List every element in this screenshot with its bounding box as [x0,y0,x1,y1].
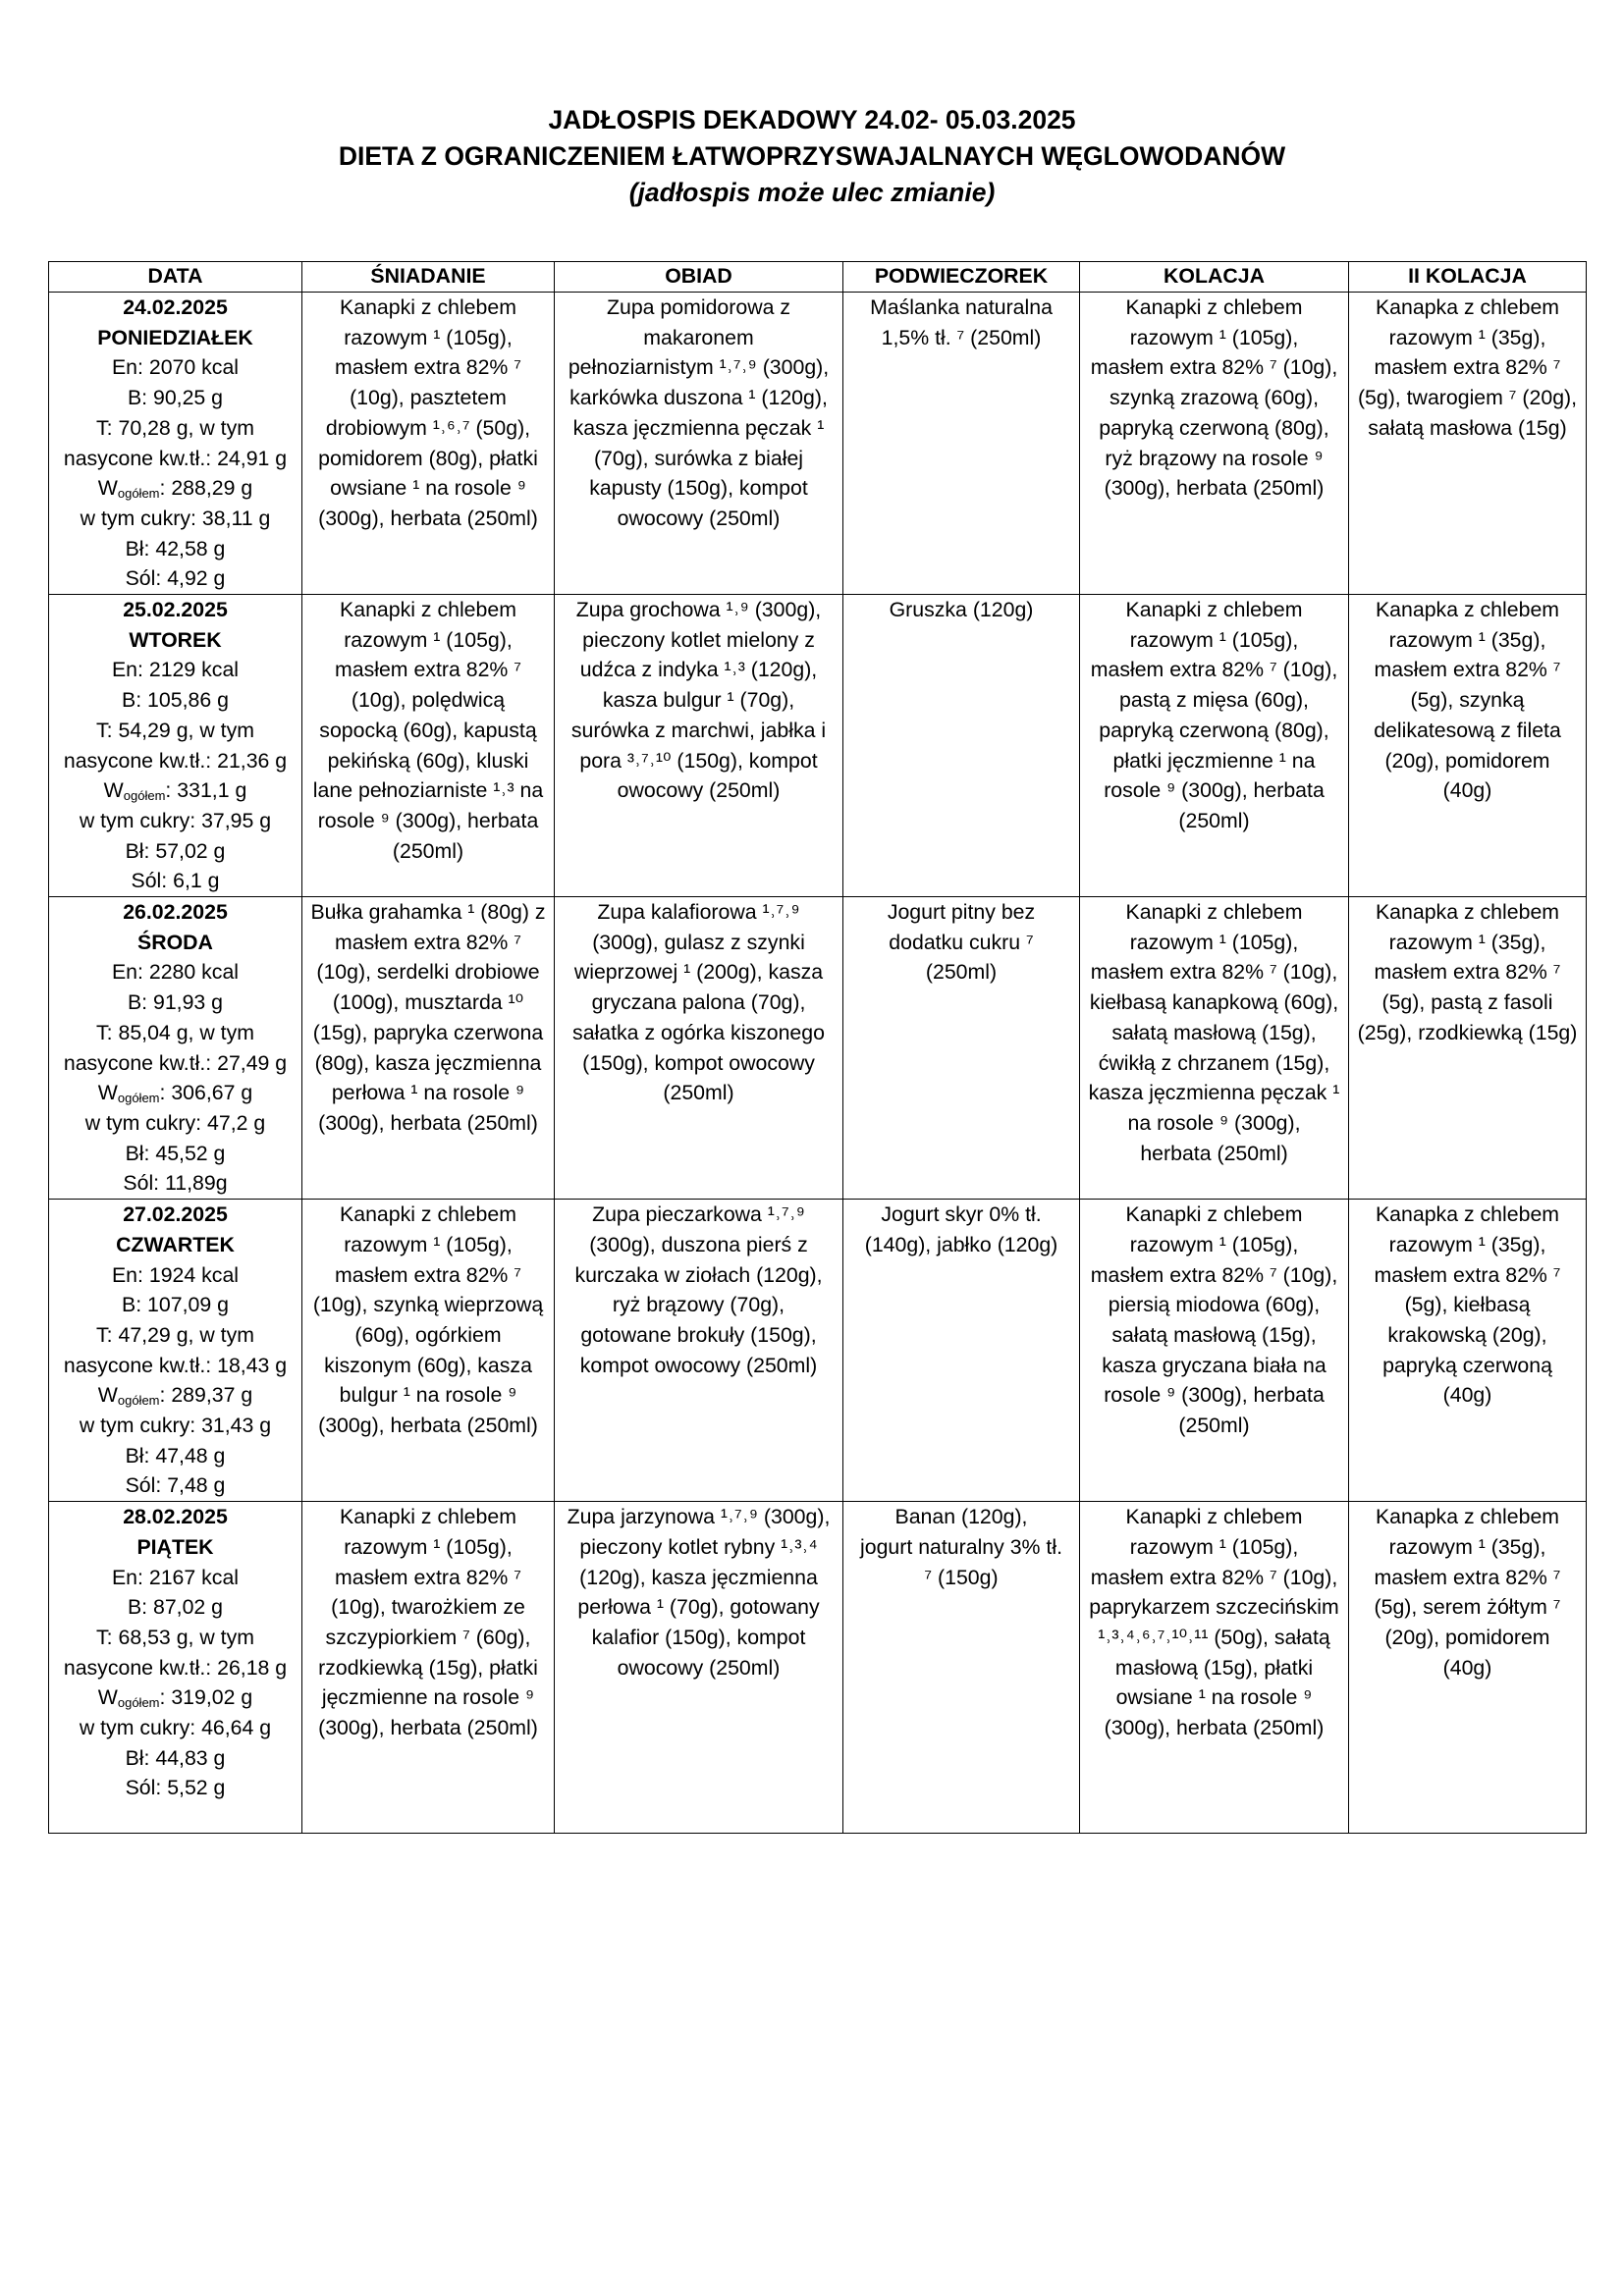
day-name: PIĄTEK [136,1534,214,1559]
nutrition-fiber: Bł: 45,52 g [125,1141,226,1165]
meal-text-line: (5g), serem żółtym ⁷ [1374,1595,1561,1620]
meal-text-line: delikatesową z fileta [1374,718,1561,742]
meal-text-line: Jogurt skyr 0% tł. [881,1202,1042,1227]
meal-text-line: Kanapka z chlebem [1375,295,1560,319]
meal-text-line: Bułka grahamka ¹ (80g) z [310,900,546,925]
meal-text-line: kasza bulgur ¹ (70g), [602,688,795,713]
meal-text-line: szczypiorkiem ⁷ (60g), [325,1625,531,1649]
meal-text-line: owsiane ¹ na rosole ⁹ [330,476,526,501]
nutrition-energy: En: 2280 kcal [111,960,240,985]
meal-text-line: (5g), twarogiem ⁷ (20g), [1357,386,1578,410]
meal-text-line: (300g), herbata (250ml) [318,1414,538,1438]
meal-text-line: drobiowym ¹˒⁶˒⁷ (50g), [325,415,531,440]
nutrition-sugars: w tym cukry: 47,2 g [84,1110,266,1135]
meal-text-line: kiełbasą kanapkową (60g), [1089,990,1339,1015]
meal-text-line: kasza jęczmienna pęczak ¹ [572,415,825,440]
meal-text-line: Jogurt pitny bez [887,900,1036,925]
dinner-cell [1080,595,1349,897]
header-snack: PODWIECZOREK [843,262,1080,293]
meal-text-line: lane pełnoziarniste ¹˒³ na [312,778,544,803]
meal-text-line: Zupa jarzynowa ¹˒⁷˒⁹ (300g), [567,1505,831,1529]
meal-text-line: (40g) [1442,1655,1492,1680]
nutrition-sugars: w tym cukry: 46,64 g [79,1716,272,1740]
day-date: 26.02.2025 [123,900,228,925]
meal-text-line: (300g), gulasz z szynki [592,930,805,954]
nutrition-saturated: nasycone kw.tł.: 24,91 g [63,446,288,470]
meal-text-line: (10g), szynką wieprzową [312,1293,544,1317]
day-name: PONIEDZIAŁEK [97,325,253,349]
document-note: (jadłospis może ulec zmianie) [628,178,996,207]
meal-text-line: (300g), herbata (250ml) [1104,476,1325,501]
meal-text-line: razowym ¹ (105g), [344,1534,513,1559]
nutrition-carbs: $W_{ogółem}$: 331,1 g [103,778,247,804]
nutrition-protein: B: 105,86 g [122,688,229,713]
meal-text-line: masłem extra 82% ⁷ [1374,355,1561,380]
meal-text-line: makaronem [643,325,754,349]
nutrition-salt: Sól: 4,92 g [125,566,226,591]
meal-text-line: Kanapki z chlebem [340,295,516,319]
dinner-cell [1080,293,1349,595]
nutrition-saturated: nasycone kw.tł.: 27,49 g [63,1050,288,1075]
nutrition-protein: B: 87,02 g [127,1595,224,1620]
meal-text-line: (70g), surówka z białej [593,446,804,470]
nutrition-salt: Sól: 5,52 g [125,1776,226,1800]
meal-text-line: Kanapki z chlebem [340,1505,516,1529]
meal-text-line: karkówka duszona ¹ (120g), [569,386,828,410]
meal-text-line: krakowską (20g), [1387,1322,1547,1347]
meal-text-line: masłem extra 82% ⁷ (10g), [1090,1565,1338,1589]
meal-text-line: pomidorem (80g), płatki [318,446,538,470]
breakfast-cell [302,293,555,595]
meal-text-line: surówka z marchwi, jabłka i [570,718,827,742]
meal-text-line: perłowa ¹ (70g), gotowany [577,1595,820,1620]
dinner-cell [1080,897,1349,1200]
table-row [49,595,1587,897]
lunch-cell [555,293,843,595]
nutrition-fiber: Bł: 42,58 g [125,536,226,561]
snack-cell [843,1200,1080,1502]
second-dinner-cell [1349,1200,1587,1502]
second-dinner-cell [1349,897,1587,1200]
meal-text-line: gryczana palona (70g), [591,990,806,1015]
day-date: 27.02.2025 [123,1202,228,1227]
document-header [0,102,1624,211]
meal-text-line: Zupa pieczarkowa ¹˒⁷˒⁹ [592,1202,805,1227]
meal-text-line: razowym ¹ (35g), [1388,627,1546,652]
nutrition-protein: B: 107,09 g [122,1293,229,1317]
meal-text-line: Zupa grochowa ¹˒⁹ (300g), [575,598,822,622]
meal-text-line: sałatą masłową (15g), [1111,1020,1317,1044]
meal-text-line: (300g), herbata (250ml) [318,1110,538,1135]
meal-text-line: rosole ⁹ (300g), herbata [1104,1383,1325,1408]
meal-text-line: (300g), duszona pierś z [589,1232,808,1256]
meal-text-line: (40g) [1442,1383,1492,1408]
meal-text-line: (10g), serdelki drobiowe [316,960,540,985]
meal-text-line: masłem extra 82% ⁷ [1374,658,1561,682]
meal-text-line: masłem extra 82% ⁷ [335,930,521,954]
second-dinner-cell [1349,1502,1587,1834]
meal-text-line: ¹˒³˒⁴˒⁶˒⁷˒¹⁰˒¹¹ (50g), sałatą [1098,1625,1330,1649]
meal-text-line: sałatą masłową (15g), [1111,1322,1317,1347]
snack-cell [843,897,1080,1200]
meal-text-line: razowym ¹ (105g), [1129,627,1299,652]
meal-text-line: (10g), twarożkiem ze [331,1595,525,1620]
meal-text-line: razowym ¹ (105g), [344,1232,513,1256]
nutrition-saturated: nasycone kw.tł.: 18,43 g [63,1353,288,1377]
meal-text-line: bulgur ¹ na rosole ⁹ [339,1383,517,1408]
meal-text-line: udźca z indyka ¹˒³ (120g), [579,658,818,682]
meal-text-line: perłowa ¹ na rosole ⁹ [331,1081,525,1105]
meal-text-line: dodatku cukru ⁷ [889,930,1034,954]
meal-text-line: Banan (120g), [894,1505,1028,1529]
header-dinner: KOLACJA [1080,262,1349,293]
day-info-cell [49,595,302,897]
meal-text-line: masłem extra 82% ⁷ (10g), [1090,355,1338,380]
nutrition-fiber: Bł: 57,02 g [125,838,226,863]
meal-text-line: owocowy (250ml) [617,506,781,530]
lunch-cell [555,595,843,897]
meal-text-line: (5g), kiełbasą [1404,1293,1531,1317]
breakfast-cell [302,897,555,1200]
meal-text-line: kurczaka w ziołach (120g), [574,1262,823,1287]
day-date: 28.02.2025 [123,1505,228,1529]
meal-text-line: razowym ¹ (105g), [344,325,513,349]
meal-text-line: pastą z mięsa (60g), [1119,688,1309,713]
meal-text-line: (150g), kompot owocowy [582,1050,815,1075]
dinner-cell [1080,1502,1349,1834]
meal-text-line: rosole ⁹ (300g), herbata [1104,778,1325,803]
meal-text-line: herbata (250ml) [1140,1141,1288,1165]
day-name: WTOREK [129,627,222,652]
table-row [49,1502,1587,1834]
meal-text-line: papryką czerwoną (80g), [1099,718,1329,742]
meal-text-line: masłem extra 82% ⁷ [1374,1565,1561,1589]
nutrition-carbs: $W_{ogółem}$: 306,67 g [97,1081,253,1106]
menu-table [48,261,1587,1834]
meal-text-line: Kanapki z chlebem [1125,598,1303,622]
lunch-cell [555,1502,843,1834]
second-dinner-cell [1349,293,1587,595]
nutrition-protein: B: 91,93 g [127,990,224,1015]
nutrition-saturated: nasycone kw.tł.: 26,18 g [63,1655,288,1680]
meal-text-line: ryż brązowy (70g), [612,1293,785,1317]
nutrition-sugars: w tym cukry: 38,11 g [80,506,271,530]
snack-cell [843,595,1080,897]
header-breakfast: ŚNIADANIE [302,262,555,293]
meal-text-line: pełnoziarnistym ¹˒⁷˒⁹ (300g), [568,355,830,380]
day-date: 25.02.2025 [123,598,228,622]
meal-text-line: Kanapki z chlebem [1125,1505,1303,1529]
meal-text-line: Kanapka z chlebem [1375,1202,1560,1227]
nutrition-carbs: $W_{ogółem}$: 289,37 g [97,1383,253,1409]
nutrition-carbs: $W_{ogółem}$: 319,02 g [97,1685,253,1711]
meal-text-line: (250ml) [925,960,998,985]
breakfast-cell [302,595,555,897]
meal-text-line: pekińską (60g), kluski [327,748,529,773]
meal-text-line: Zupa kalafiorowa ¹˒⁷˒⁹ [597,900,800,925]
meal-text-line: masłem extra 82% ⁷ [1374,1262,1561,1287]
day-name: ŚRODA [137,930,213,954]
meal-text-line: owsiane ¹ na rosole ⁹ [1115,1685,1313,1710]
meal-text-line: (5g), pastą z fasoli [1381,990,1553,1015]
nutrition-energy: En: 2167 kcal [111,1565,240,1589]
meal-text-line: (300g), herbata (250ml) [318,1716,538,1740]
nutrition-sugars: w tym cukry: 31,43 g [79,1414,272,1438]
nutrition-fat: T: 68,53 g, w tym [96,1625,254,1649]
meal-text-line: Zupa pomidorowa z [606,295,791,319]
meal-text-line: (300g), herbata (250ml) [1104,1716,1325,1740]
meal-text-line: (10g), pasztetem [350,386,507,410]
meal-text-line: 1,5% tł. ⁷ (250ml) [881,325,1042,349]
day-info-cell [49,1200,302,1502]
meal-text-line: (250ml) [1178,808,1250,832]
meal-text-line: Gruszka (120g) [889,598,1034,622]
meal-text-line: owocowy (250ml) [617,778,781,803]
meal-text-line: masłem extra 82% ⁷ (10g), [1090,658,1338,682]
document-title: JADŁOSPIS DEKADOWY 24.02- 05.03.2025 [548,105,1076,134]
table-row [49,897,1587,1200]
meal-text-line: razowym ¹ (35g), [1388,1534,1546,1559]
meal-text-line: (10g), polędwicą [351,688,506,713]
meal-text-line: masłową (15g), płatki [1114,1655,1314,1680]
meal-text-line: pieczony kotlet rybny ¹˒³˒⁴ [579,1534,818,1559]
meal-text-line: (250ml) [663,1081,734,1105]
meal-text-line: szynką zrazową (60g), [1109,386,1320,410]
meal-text-line: Kanapki z chlebem [340,1202,516,1227]
day-name: CZWARTEK [116,1232,235,1256]
meal-text-line: rosole ⁹ (300g), herbata [317,808,539,832]
meal-text-line: masłem extra 82% ⁷ (10g), [1090,960,1338,985]
meal-text-line: kalafior (150g), kompot [591,1625,806,1649]
meal-text-line: (250ml) [1178,1414,1250,1438]
nutrition-salt: Sól: 7,48 g [125,1473,226,1498]
meal-text-line: wieprzowej ¹ (200g), kasza [573,960,824,985]
meal-text-line: (15g), papryka czerwona [312,1020,544,1044]
nutrition-fat: T: 85,04 g, w tym [96,1020,254,1044]
meal-text-line: papryką czerwoną (80g), [1099,415,1329,440]
meal-text-line: jogurt naturalny 3% tł. [860,1534,1062,1559]
table-header-row [49,262,1587,293]
meal-text-line: owocowy (250ml) [617,1655,781,1680]
nutrition-energy: En: 2129 kcal [111,658,240,682]
meal-text-line: pieczony kotlet mielony z [582,627,815,652]
second-dinner-cell [1349,595,1587,897]
snack-cell [843,293,1080,595]
meal-text-line: razowym ¹ (105g), [344,627,513,652]
meal-text-line: Kanapki z chlebem [340,598,516,622]
meal-text-line: ryż brązowy na rosole ⁹ [1105,446,1324,470]
day-date: 24.02.2025 [123,295,228,319]
meal-text-line: Kanapka z chlebem [1375,1505,1560,1529]
meal-text-line: razowym ¹ (105g), [1129,930,1299,954]
nutrition-energy: En: 1924 kcal [111,1262,240,1287]
meal-text-line: (25g), rzodkiewką (15g) [1357,1020,1578,1044]
meal-text-line: Kanapka z chlebem [1375,598,1560,622]
meal-text-line: masłem extra 82% ⁷ [335,1565,521,1589]
meal-text-line: na rosole ⁹ (300g), [1127,1110,1301,1135]
nutrition-salt: Sól: 6,1 g [131,869,220,893]
meal-text-line: ⁷ (150g) [924,1565,999,1589]
meal-text-line: razowym ¹ (105g), [1129,325,1299,349]
dinner-cell [1080,1200,1349,1502]
header-second-dinner: II KOLACJA [1349,262,1587,293]
table-row [49,1200,1587,1502]
meal-text-line: Maślanka naturalna [870,295,1053,319]
day-info-cell [49,293,302,595]
meal-text-line: paprykarzem szczecińskim [1089,1595,1339,1620]
nutrition-fiber: Bł: 44,83 g [125,1745,226,1770]
nutrition-protein: B: 90,25 g [127,386,224,410]
nutrition-fat: T: 47,29 g, w tym [96,1322,254,1347]
meal-text-line: Kanapki z chlebem [1125,900,1303,925]
meal-text-line: (20g), pomidorem [1384,748,1550,773]
table-row [49,293,1587,595]
meal-text-line: (60g), ogórkiem [354,1322,502,1347]
meal-text-line: (100g), musztarda ¹⁰ [332,990,524,1015]
meal-text-line: masłem extra 82% ⁷ [335,355,521,380]
meal-text-line: sałatka z ogórka kiszonego [572,1020,825,1044]
lunch-cell [555,897,843,1200]
meal-text-line: kasza gryczana biała na [1102,1353,1326,1377]
meal-text-line: płatki jęczmienne ¹ na [1112,748,1316,773]
meal-text-line: sopocką (60g), kapustą [319,718,537,742]
meal-text-line: jęczmienne na rosole ⁹ [321,1685,535,1710]
meal-text-line: masłem extra 82% ⁷ [335,1262,521,1287]
nutrition-sugars: w tym cukry: 37,95 g [79,808,272,832]
meal-text-line: (250ml) [392,838,464,863]
meal-text-line: kompot owocowy (250ml) [579,1353,818,1377]
meal-text-line: (40g) [1442,778,1492,803]
snack-cell [843,1502,1080,1834]
meal-text-line: Kanapki z chlebem [1125,295,1303,319]
meal-text-line: kiszonym (60g), kasza [324,1353,532,1377]
meal-text-line: razowym ¹ (35g), [1388,325,1546,349]
meal-text-line: razowym ¹ (105g), [1129,1232,1299,1256]
meal-text-line: rzodkiewką (15g), płatki [318,1655,538,1680]
meal-text-line: sałatą masłowa (15g) [1368,415,1567,440]
meal-text-line: razowym ¹ (35g), [1388,1232,1546,1256]
nutrition-fiber: Bł: 47,48 g [125,1443,226,1468]
meal-text-line: (140g), jabłko (120g) [864,1232,1058,1256]
day-info-cell [49,1502,302,1834]
day-info-cell [49,897,302,1200]
meal-text-line: Kanapka z chlebem [1375,900,1560,925]
meal-text-line: Kanapki z chlebem [1125,1202,1303,1227]
meal-text-line: masłem extra 82% ⁷ (10g), [1090,1262,1338,1287]
lunch-cell [555,1200,843,1502]
meal-text-line: kasza jęczmienna pęczak ¹ [1088,1081,1340,1105]
nutrition-saturated: nasycone kw.tł.: 21,36 g [63,748,288,773]
meal-text-line: (300g), herbata (250ml) [318,506,538,530]
meal-text-line: masłem extra 82% ⁷ [1374,960,1561,985]
document-subtitle: DIETA Z OGRANICZENIEM ŁATWOPRZYSWAJALNAYCH WĘGLOWODANÓW [338,141,1286,171]
meal-text-line: masłem extra 82% ⁷ [335,658,521,682]
breakfast-cell [302,1502,555,1834]
breakfast-cell [302,1200,555,1502]
nutrition-salt: Sól: 11,89g [123,1171,228,1196]
meal-text-line: razowym ¹ (35g), [1388,930,1546,954]
meal-text-line: piersią miodowa (60g), [1108,1293,1321,1317]
meal-text-line: gotowane brokuły (150g), [580,1322,817,1347]
meal-text-line: ćwikłą z chrzanem (15g), [1098,1050,1330,1075]
nutrition-fat: T: 54,29 g, w tym [96,718,254,742]
meal-text-line: (5g), szynką [1410,688,1525,713]
nutrition-fat: T: 70,28 g, w tym [96,415,254,440]
meal-text-line: pora ³˒⁷˒¹⁰ (150g), kompot [579,748,818,773]
meal-text-line: papryką czerwoną [1382,1353,1552,1377]
meal-text-line: (80g), kasza jęczmienna [314,1050,542,1075]
meal-text-line: (120g), kasza jęczmienna [579,1565,818,1589]
nutrition-energy: En: 2070 kcal [111,355,240,380]
header-lunch: OBIAD [555,262,843,293]
nutrition-carbs: $W_{ogółem}$: 288,29 g [97,476,253,502]
meal-text-line: (20g), pomidorem [1384,1625,1550,1649]
meal-text-line: kapusty (150g), kompot [589,476,808,501]
header-data: DATA [49,262,302,293]
meal-text-line: razowym ¹ (105g), [1129,1534,1299,1559]
